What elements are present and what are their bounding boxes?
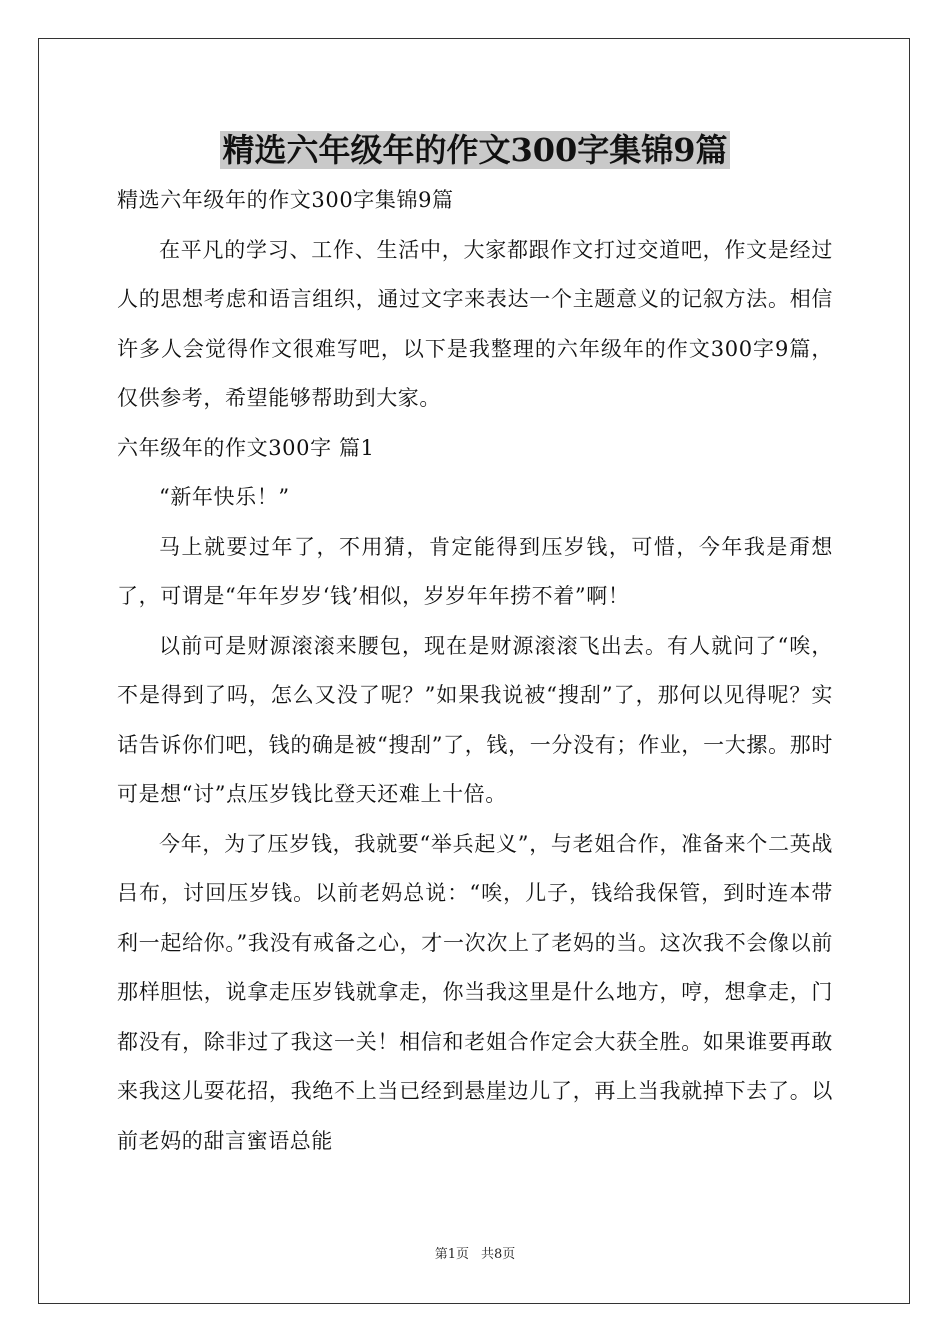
body-paragraph: 马上就要过年了，不用猜，肯定能得到压岁钱，可惜，今年我是甭想了，可谓是“年年岁岁‘钱’相似，岁岁年年捞不着”啊！: [117, 534, 833, 608]
document-title-text: 精选六年级年的作文300字集锦9篇: [222, 131, 728, 169]
intro-paragraph: 在平凡的学习、工作、生活中，大家都跟作文打过交道吧，作文是经过人的思想考虑和语言组织，通过文字来表达一个主题意义的记叙方法。相信许多人会觉得作文很难写吧，以下是我整理的六年级年的作文300字9篇，仅供参考，希望能够帮助到大家。: [117, 237, 833, 410]
document-title: [0, 126, 950, 174]
body-paragraph: 今年，为了压岁钱，我就要“举兵起义”，与老姐合作，准备来个二英战吕布，讨回压岁钱。以前老妈总说：“唉，儿子，钱给我保管，到时连本带利一起给你。”我没有戒备之心，才一次次上了老妈的当。这次我不会像以前那样胆怯，说拿走压岁钱就拿走，你当我这里是什么地方，哼，想拿走，门都没有，除非过了我这一关！相信和老姐合作定会大获全胜。如果谁要再敢来我这儿耍花招，我绝不上当已经到悬崖边儿了，再上当我就掉下去了。以前老妈的甜言蜜语总能: [117, 831, 833, 1153]
document-body: [117, 176, 833, 1166]
page-total: 共8页: [481, 1247, 516, 1262]
body-paragraph: “新年快乐！”: [159, 485, 290, 509]
page-footer: [0, 1245, 950, 1265]
body-paragraph: 以前可是财源滚滚来腰包，现在是财源滚滚飞出去。有人就问了“唉，不是得到了吗，怎么又没了呢？”如果我说被“搜刮”了，那何以见得呢？实话告诉你们吧，钱的确是被“搜刮”了，钱，一分没有；作业，一大摞。那时可是想“讨”点压岁钱比登天还难上十倍。: [117, 633, 833, 806]
section-heading: 六年级年的作文300字 篇1: [117, 435, 375, 460]
page-number: 第1页: [434, 1247, 469, 1262]
document-subtitle: 精选六年级年的作文300字集锦9篇: [117, 188, 454, 212]
